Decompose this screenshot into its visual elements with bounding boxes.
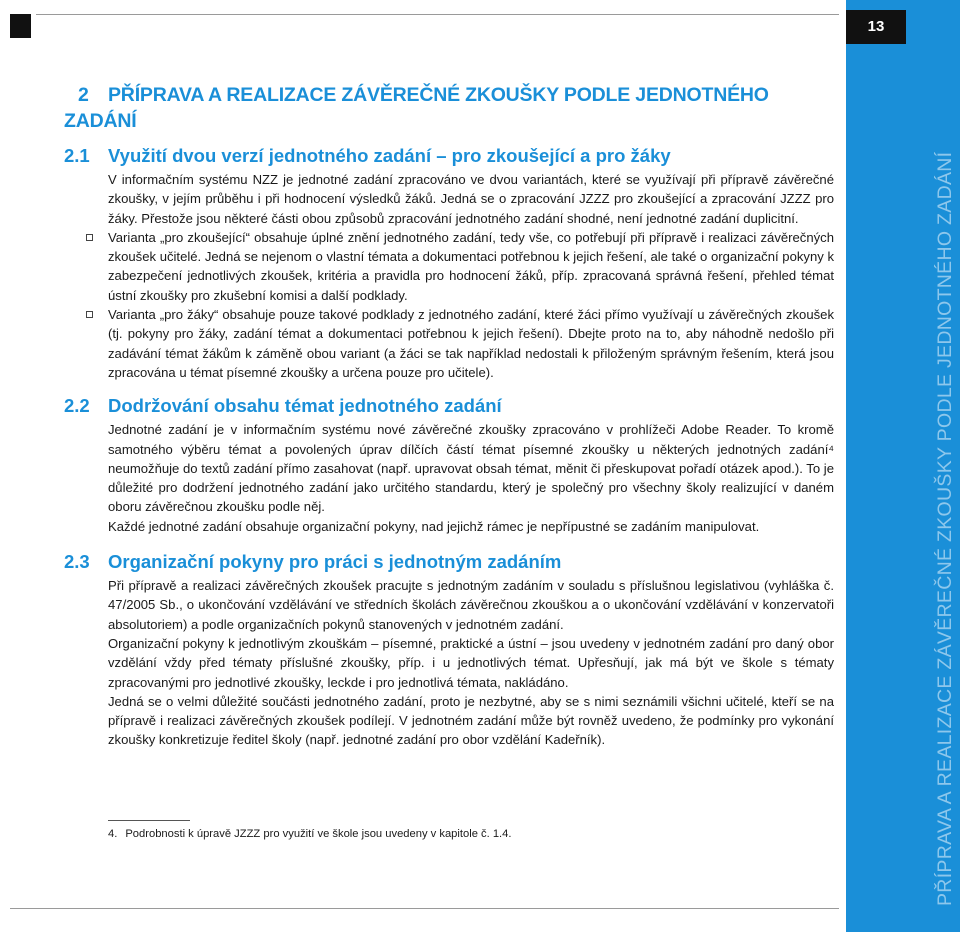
paragraph: Jedná se o velmi důležité součásti jednotného zadání, proto je nezbytné, aby se s nimi seznámili všichni učitelé, kteří se na přípravě i realizaci závěrečných zkoušek podílejí. V jednotném zadání může být rovněž uvedeno, že podmínky pro vykonání zkoušky konkretizuje ředitel školy (např. jednotné zadání pro obor vzdělání Kadeřník).: [108, 693, 834, 748]
square-bullet-icon: [86, 234, 93, 241]
section-number: 2.2: [64, 395, 90, 417]
section-2-3: [64, 550, 834, 750]
section-number: 2.3: [64, 551, 90, 573]
top-rule: [36, 14, 839, 15]
page-content: [64, 82, 834, 750]
square-bullet-icon: [86, 311, 93, 318]
section-title: Organizační pokyny pro práci s jednotným zadáním: [108, 551, 562, 573]
paragraph: Každé jednotné zadání obsahuje organizační pokyny, nad jejichž rámec je nepřípustné se zadáním manipulovat.: [108, 518, 760, 534]
bullet-text: Varianta „pro zkoušející“ obsahuje úplné znění jednotného zadání, tedy vše, co potřebují při přípravě i realizaci závěrečných zkoušek učitelé. Jedná se nejenom o vlastní témata a dokumentaci potřebnou k jejich řešení, ale také o organizační pokyny k zabezpečení jednotlivých zkoušek, kritéria a pravidla pro hodnocení žáků, příp. zpracovaná správná řešení, přehled témat ústní zkoušky pro zkušební komisi a další podklady.: [108, 229, 834, 303]
chapter-title: [64, 82, 834, 134]
footnote: [108, 827, 512, 842]
section-heading: [64, 144, 834, 168]
section-number: 2.1: [64, 145, 90, 166]
bullet-text: Varianta „pro žáky“ obsahuje pouze takové podklady z jednotného zadání, které žáci přímo využívají u závěrečných zkoušek (tj. pokyny pro žáky, zadání témat a dokumentaci potřebnou k jejich řešení). Dbejte proto na to, aby náhodně nedošlo při zadávání témat žákům k záměně obou variant (a žáci se tak například nedostali k přiloženým správným řešením, která jsou zpracována u témat písemné zkoušky a určena pouze pro učitele).: [108, 307, 834, 380]
chapter-number: 2: [78, 84, 89, 106]
footnote-rule: [108, 820, 190, 821]
bullet-item: [108, 305, 834, 382]
section-intro: V informačním systému NZZ je jednotné zadání zpracováno ve dvou variantách, které se využívají při přípravě závěrečné zkoušky, v jejím průběhu i při hodnocení výsledků žáků. Jedná se o zpracování JZZZ pro zkoušející a zpracování JZZZ pro žáky. Přestože jsou některé části obou způsobů zpracování jednotného zadání shodné, není jednotné zadání duplicitní.: [108, 172, 834, 226]
corner-crop-mark: [10, 14, 31, 38]
section-heading: [64, 550, 834, 574]
side-running-title: PŘÍPRAVA A REALIZACE ZÁVĚREČNÉ ZKOUŠKY PODLE JEDNOTNÉHO ZADÁNÍ: [934, 151, 956, 906]
section-title: Dodržování obsahu témat jednotného zadání: [108, 395, 502, 417]
footnote-number: 4.: [108, 828, 118, 840]
section-2-1: [64, 144, 834, 382]
page-number: 13: [846, 10, 906, 44]
paragraph: Jednotné zadání je v informačním systému nové závěrečné zkoušky zpracováno v prohlížeči Adobe Reader. To kromě samotného výběru témat a povolených úprav dílčích částí témat písemné zkoušky u některých jednotných zadání⁴ neumožňuje do textů zadání přímo zasahovat (např. upravovat obsah témat, měnit či přeskupovat pořadí otázek apod.). To je důležité pro dodržení jednotného zadání jako určitého standardu, který je společný pro všechny školy realizující v daném oboru závěrečnou zkoušku podle něj.: [108, 422, 834, 515]
section-heading: [64, 394, 834, 418]
bullet-item: [108, 228, 834, 305]
section-2-2: [64, 394, 834, 536]
paragraph: Organizační pokyny k jednotlivým zkouškám – písemné, praktické a ústní – jsou uvedeny v jednotném zadání pro daný obor vzdělání vždy před tématy příslušné zkoušky, příp. i u jednotlivých témat. Upřesňují, jak má být ve škole s tématy zpracovanými pro jednotlivé zkoušky, leckde i pro jednotlivá témata, nakládáno.: [108, 635, 834, 690]
bottom-rule: [10, 908, 839, 909]
section-title: Využití dvou verzí jednotného zadání – pro zkoušející a pro žáky: [108, 145, 671, 166]
paragraph: Při přípravě a realizaci závěrečných zkoušek pracujte s jednotným zadáním v souladu s příslušnou legislativou (vyhláška č. 47/2005 Sb., o ukončování vzdělávání ve středních školách závěrečnou zkouškou a o ukončování vzdělávání v konzervatoři absolutoriem) a podle organizačních pokynů stanovených v jednotném zadání.: [108, 578, 834, 632]
footnote-text: Podrobnosti k úpravě JZZZ pro využití ve škole jsou uvedeny v kapitole č. 1.4.: [125, 828, 512, 840]
chapter-title-text: PŘÍPRAVA A REALIZACE ZÁVĚREČNÉ ZKOUŠKY PODLE JEDNOTNÉHO ZADÁNÍ: [64, 84, 769, 132]
bullet-list: [108, 228, 834, 382]
